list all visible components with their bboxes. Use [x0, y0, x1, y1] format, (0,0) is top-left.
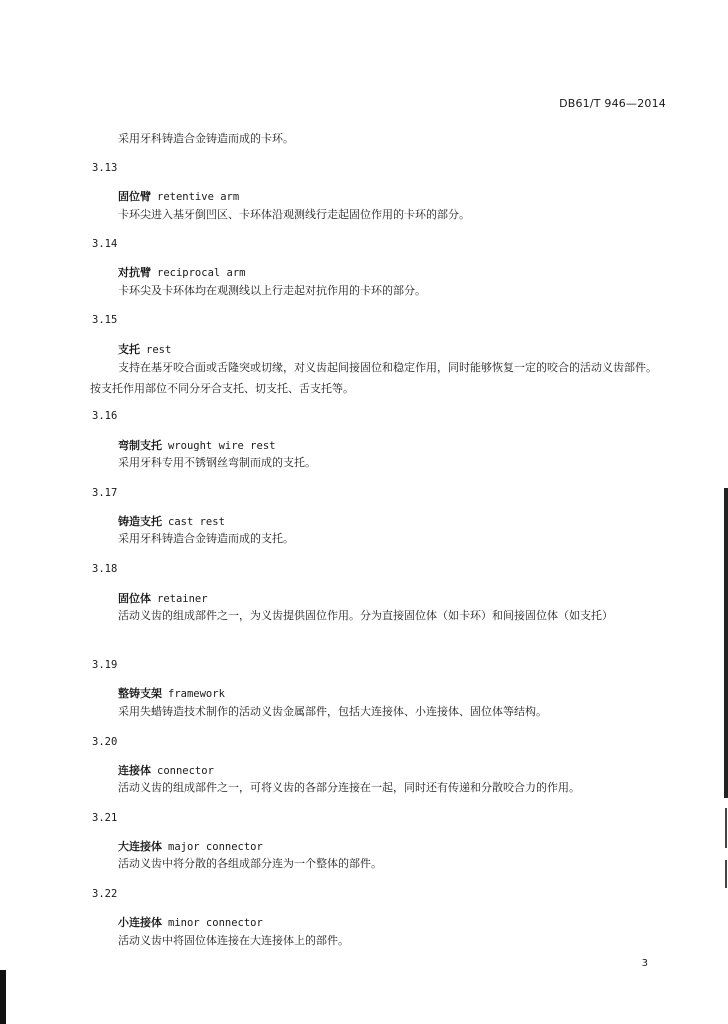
term-heading [118, 341, 171, 357]
term-definition: 活动义齿中将固位体连接在大连接体上的部件。 [118, 934, 349, 947]
term-chinese: 支托 [118, 343, 140, 356]
term-english: reciprocal arm [157, 267, 246, 279]
term-heading [118, 590, 208, 606]
term-heading [118, 838, 263, 854]
term-heading [118, 762, 214, 778]
clause-number: 3.18 [92, 563, 118, 575]
term-english: wrought wire rest [168, 440, 276, 452]
clause-number: 3.19 [92, 659, 118, 671]
scan-edge-mark [724, 488, 728, 798]
term-heading [118, 914, 263, 930]
scan-edge-mark [725, 860, 727, 888]
term-heading [118, 437, 275, 453]
term-definition: 采用牙科铸造合金铸造而成的支托。 [118, 532, 294, 545]
page-number: 3 [641, 958, 648, 969]
term-chinese: 铸造支托 [118, 515, 162, 528]
term-chinese: 大连接体 [118, 840, 162, 853]
scan-edge-mark [725, 808, 727, 848]
scan-edge-mark [0, 970, 6, 1024]
clause-number: 3.13 [92, 162, 118, 174]
term-chinese: 固位体 [118, 592, 151, 605]
term-definition: 活动义齿的组成部件之一，可将义齿的各部分连接在一起，同时还有传递和分散咬合力的作用。 [118, 781, 580, 794]
term-definition: 活动义齿中将分散的各组成部分连为一个整体的部件。 [118, 857, 382, 870]
term-english: cast rest [168, 516, 225, 528]
term-english: framework [168, 688, 225, 700]
term-english: minor connector [168, 917, 263, 929]
clause-number: 3.20 [92, 736, 118, 748]
term-heading [118, 513, 225, 529]
clause-number: 3.21 [92, 812, 118, 824]
term-definition: 卡环尖及卡环体均在观测线以上行走起对抗作用的卡环的部分。 [118, 284, 426, 297]
term-english: retainer [157, 593, 208, 605]
term-definition: 活动义齿的组成部件之一，为义齿提供固位作用。分为直接固位体（如卡环）和间接固位体（如支托） [118, 609, 613, 622]
term-chinese: 弯制支托 [118, 439, 162, 452]
term-heading [118, 685, 225, 701]
term-chinese: 对抗臂 [118, 266, 151, 279]
clause-number: 3.15 [92, 314, 118, 326]
term-definition: 卡环尖进入基牙倒凹区、卡环体沿观测线行走起固位作用的卡环的部分。 [118, 208, 470, 221]
term-chinese: 整铸支架 [118, 687, 162, 700]
term-heading [118, 188, 239, 204]
document-code: DB61/T 946—2014 [559, 97, 666, 110]
term-heading [118, 264, 246, 280]
term-english: major connector [168, 841, 263, 853]
term-english: connector [157, 765, 214, 777]
term-chinese: 固位臂 [118, 190, 151, 203]
clause-number: 3.14 [92, 238, 118, 250]
term-english: retentive arm [157, 191, 240, 203]
term-definition: 采用失蜡铸造技术制作的活动义齿金属部件，包括大连接体、小连接体、固位体等结构。 [118, 705, 547, 718]
term-chinese: 连接体 [118, 764, 151, 777]
term-definition: 采用牙科专用不锈钢丝弯制而成的支托。 [118, 456, 316, 469]
clause-number: 3.17 [92, 487, 118, 499]
term-english: rest [146, 344, 172, 356]
term-chinese: 小连接体 [118, 916, 162, 929]
clause-number: 3.16 [92, 410, 118, 422]
continued-definition: 采用牙科铸造合金铸造而成的卡环。 [118, 132, 294, 145]
term-definition: 支持在基牙咬合面或舌隆突或切缘，对义齿起间接固位和稳定作用，同时能够恢复一定的咬合的活动义齿部件。按支托作用部位不同分牙合支托、切支托、舌支托等。 [90, 361, 657, 395]
clause-number: 3.22 [92, 888, 118, 900]
